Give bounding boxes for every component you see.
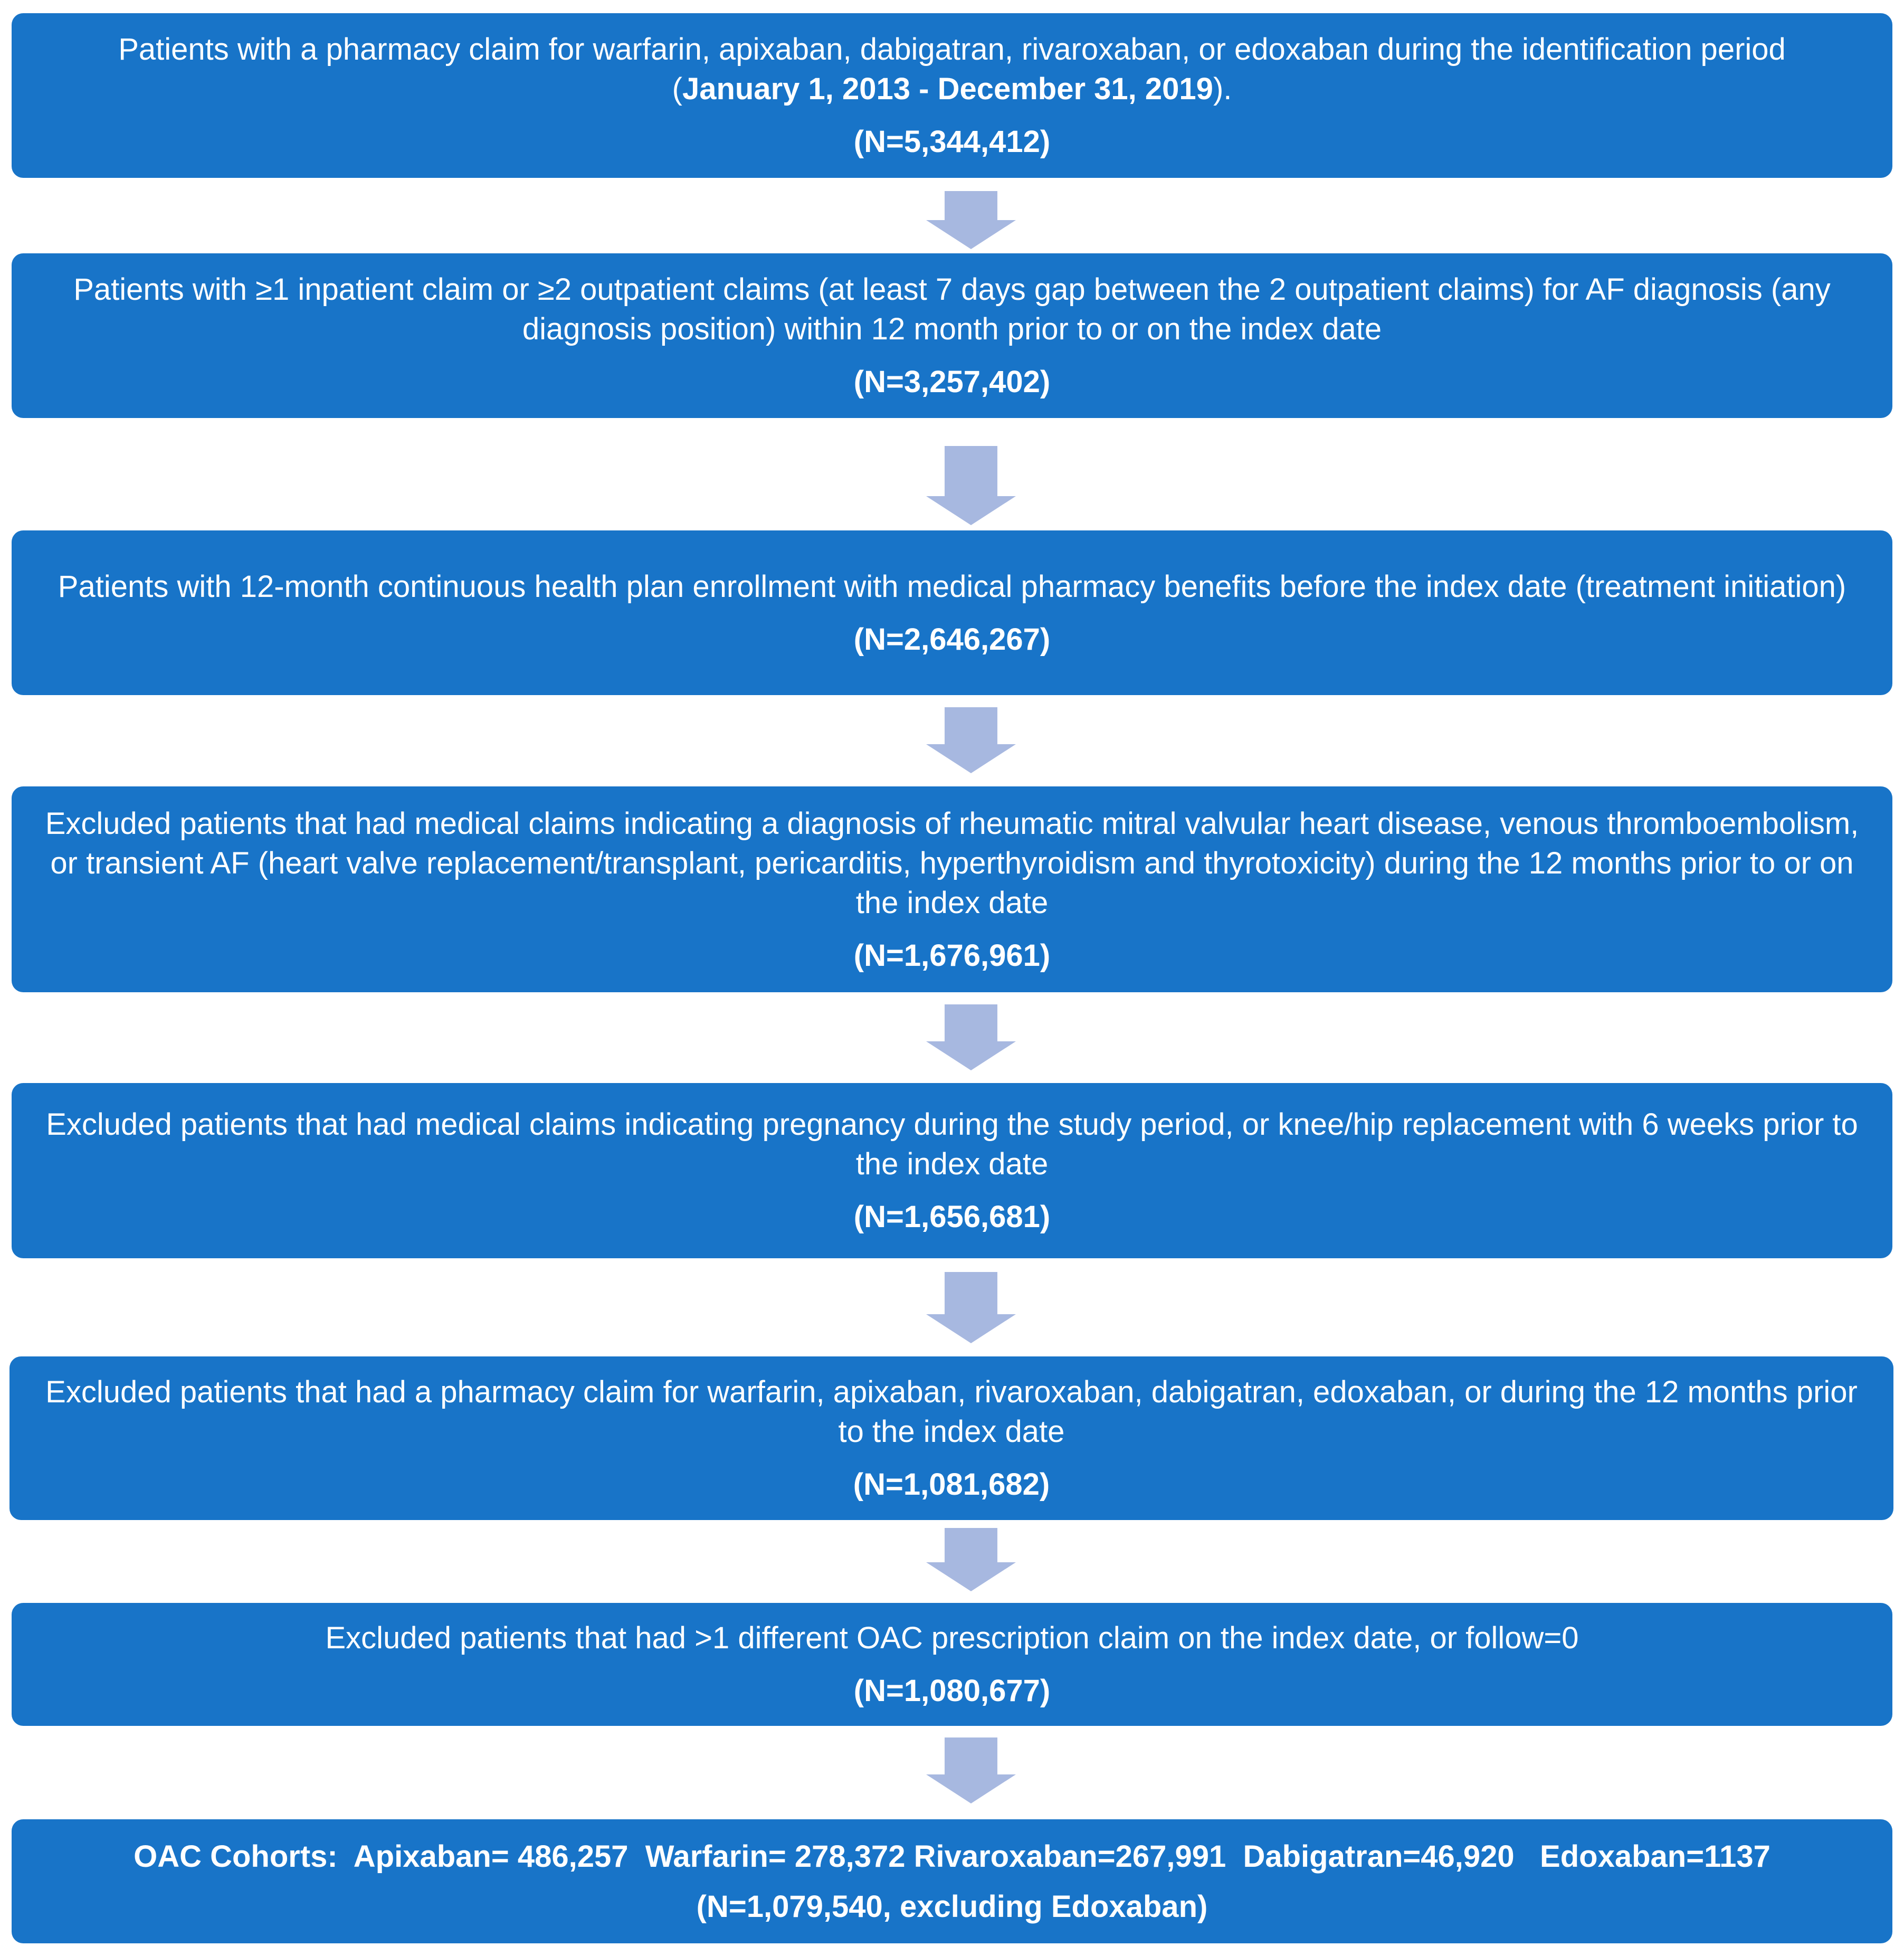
step-8-text: OAC Cohorts: Apixaban= 486,257 Warfarin= 278,372 Rivaroxaban=267,991 Dabigatran=46,920 Edoxaban=1137	[134, 1839, 1770, 1874]
step-box-8-cohorts	[12, 1819, 1892, 1943]
step-3-count: (N=2,646,267)	[853, 622, 1051, 657]
step-4-count: (N=1,676,961)	[853, 938, 1051, 973]
step-8-count: (N=1,079,540, excluding Edoxaban)	[696, 1889, 1208, 1924]
down-arrow-icon-4	[926, 1004, 1016, 1070]
step-5-count: (N=1,656,681)	[853, 1200, 1051, 1234]
step-1-text-tail: ).	[1213, 72, 1232, 106]
step-2-count: (N=3,257,402)	[853, 365, 1051, 399]
step-7-text: Excluded patients that had >1 different OAC prescription claim on the index date, or follow=0	[325, 1621, 1579, 1655]
step-box-5	[12, 1083, 1892, 1258]
step-box-6	[9, 1356, 1893, 1520]
down-arrow-icon-5	[926, 1272, 1016, 1343]
down-arrow-icon-2	[926, 446, 1016, 525]
step-1-text-block	[118, 30, 1786, 109]
step-box-4	[12, 786, 1892, 992]
step-4-text: Excluded patients that had medical claims indicating a diagnosis of rheumatic mitral valvular heart disease, venous thromboembolism, or transient AF (heart valve replacement/transplant, pericarditis, hyperthyroidism and thyrotoxicity) during the 12 months prior to or on the index date	[45, 806, 1859, 920]
step-6-text: Excluded patients that had a pharmacy claim for warfarin, apixaban, rivaroxaban, dabigatran, edoxaban, or during the 12 months prior to the index date	[45, 1375, 1858, 1449]
step-1-count: (N=5,344,412)	[853, 125, 1051, 159]
down-arrow-icon-1	[926, 191, 1016, 249]
step-6-count: (N=1,081,682)	[853, 1467, 1050, 1502]
step-1-date-range: January 1, 2013 - December 31, 2019	[682, 72, 1213, 106]
step-2-text: Patients with ≥1 inpatient claim or ≥2 outpatient claims (at least 7 days gap between the 2 outpatient claims) for AF diagnosis (any diagnosis position) within 12 month prior to or on the index date	[73, 272, 1831, 346]
step-box-3	[12, 530, 1892, 695]
down-arrow-icon-7	[926, 1737, 1016, 1803]
step-box-2	[12, 253, 1892, 418]
step-box-7	[12, 1603, 1892, 1726]
step-5-text: Excluded patients that had medical claims indicating pregnancy during the study period, or knee/hip replacement with 6 weeks prior to the index date	[46, 1107, 1858, 1181]
step-1-open-paren: (	[672, 72, 682, 106]
step-7-count: (N=1,080,677)	[853, 1674, 1051, 1708]
down-arrow-icon-3	[926, 707, 1016, 773]
step-box-1	[12, 13, 1892, 178]
down-arrow-icon-6	[926, 1528, 1016, 1591]
step-3-text: Patients with 12-month continuous health plan enrollment with medical pharmacy benefits before the index date (treatment initiation)	[58, 569, 1846, 604]
step-1-text: Patients with a pharmacy claim for warfarin, apixaban, dabigatran, rivaroxaban, or edoxaban during the identification period	[118, 32, 1786, 67]
